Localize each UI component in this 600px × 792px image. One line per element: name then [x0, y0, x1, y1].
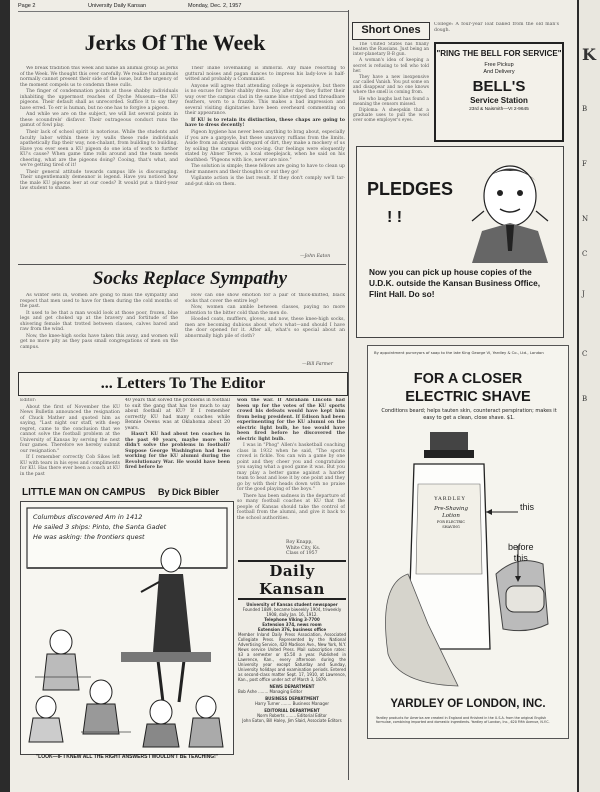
headline-line: FOR A CLOSER	[413, 371, 523, 387]
college-snippet: College: A four-year loaf baked from the old man's dough.	[434, 22, 559, 33]
staff-line: Harry Turner ........ Business Manager	[254, 701, 330, 706]
paragraph: Now, the knee-high socks have taken this away, and women will get no more pity as they pass small congregations of men on the campus.	[20, 333, 178, 350]
paper-name: University Daily Kansan	[88, 3, 147, 9]
short-item: A woman's idea of keeping a secret is refusing to tell who told her.	[353, 58, 429, 74]
bottle-label	[428, 506, 474, 530]
info-line: Member Inland Daily Press Association, Associated Collegiate Press. Represented by the National Advertising Service, 420 Madison Ave., New York, N.Y. News service United Press. Mail subscription rates: $3 a semester or $5.50 a year. Published in Lawrence, Kan., every afternoon during the University year except Saturday and Sunday, University holidays and examination periods. Entered as second-class matter Sept. 17, 1910, at Lawrence, Kan., post office under act of March 3, 1879.	[238, 632, 346, 682]
signature-line: Roy Knapp,	[286, 540, 313, 545]
socks-signature: —Bill Farmer	[302, 362, 333, 367]
service-line: And Delivery	[483, 69, 515, 75]
pledges-headline: PLEDGES	[367, 179, 454, 199]
bells-name: BELL'S	[472, 78, 526, 95]
page-masthead	[18, 3, 348, 12]
bells-services	[436, 62, 562, 76]
info-line: Founded 1889, became biweekly 1904, triweekly 1908, daily Jan. 16, 1912.	[242, 607, 342, 617]
letters-column-1	[20, 398, 120, 484]
yardley-subhead: Conditions beard; helps tauten skin, counteract perspiration; makes it easy to get a clean, close shave. $1.	[381, 408, 557, 421]
kansan-staff-box	[238, 560, 346, 780]
strip-letter: B	[582, 105, 588, 113]
staff-line: Norm Roberts ........ Editorial Editor	[257, 713, 327, 718]
strip-letter: C	[582, 350, 588, 358]
paragraph: And while we are on the subject, we will list several points in these scoundrels' disfavor. Their outrageous conduct runs the gamut of fowl play.	[20, 112, 178, 129]
dept-heading: BUSINESS DEPARTMENT	[265, 696, 319, 701]
paragraph: The finger of condemnation points at those shabby individuals inhabiting the uppermost reaches of Dyche Museum—the KU pigeons. Their default shall as unrecorded. Suffice it to say they have erred. To err is human, but no one has to forgive a pigeon.	[20, 89, 178, 111]
info-line: Extension 374, news room	[262, 622, 322, 627]
bells-slogan: "RING THE BELL FOR SERVICE"	[436, 49, 562, 58]
newspaper-page	[10, 0, 577, 792]
paragraph: There has been sadness in the departure of so many football coaches at KU that the people of Kansas should take the control of football from the alumni, and give it back to the school authorities.	[237, 493, 345, 521]
strip-letter: C	[582, 250, 588, 258]
paragraph: Vigilante action is the last result. If they don't comply we'll tar-and-put skin on them.	[185, 176, 345, 187]
bottle-brand: YARDLEY	[434, 496, 466, 502]
service-line: Free Pickup	[484, 62, 514, 68]
cartoon-caption: "LOOK—IF I KNEW ALL THE RIGHT ANSWERS I WOULDN'T BE TEACHING!"	[35, 754, 219, 760]
letters-headline: ... Letters To The Editor	[100, 375, 266, 392]
paragraph: We break tradition this week and name an animal group as Jerks of the Week. We thought this over carefully. We realize that animals normally cannot present their side of the issue, but the urgency of the moment compels us to condemn these culls.	[20, 66, 178, 88]
dept-heading: NEWS DEPARTMENT	[269, 684, 315, 689]
paragraph: Hasn't KU had about ten coaches in the past 40 years, maybe more who didn't solve the problems in football? Suppose George Washington had been working for the KU alumni during the Revolutionary War. He would have been fired before he	[125, 432, 230, 471]
jerks-headline: Jerks Of The Week	[84, 30, 266, 55]
short-ones-column	[353, 42, 429, 142]
strip-letter: B	[582, 395, 588, 403]
yardley-illustration	[368, 424, 568, 694]
label-line: before	[508, 542, 534, 552]
letters-column-3	[237, 398, 345, 538]
paragraph: Anyone will agree that attending college is expensive, but there is no excuse for their shabby dress. Day after day they flutter their way over the campus clad in the same blue striped and threadbare feathers, worn to a frazzle. This makes a bad impression and several visiting dignitaries have been overheard commenting on their appearance.	[185, 83, 345, 117]
this-label: this	[520, 502, 535, 512]
paragraph: Now, women can amble between classes, paying no more attention to the bitter cold than the men do.	[185, 305, 345, 316]
bells-address: 23rd & Naismith—VI 2-9645	[469, 107, 529, 112]
kansan-nameplate: Daily Kansan	[238, 560, 346, 600]
short-item: The United States has finally beaten the Russians. Just being an inter-planetary B-B gun.	[353, 42, 429, 58]
staff-line: Bob Ashe ........ Managing Editor	[238, 689, 303, 694]
paragraph: The solution is simple; these fellows are going to have to clean up their manners and their thoughts or out they go!	[185, 164, 345, 175]
jerks-column-2	[185, 66, 345, 252]
strip-letter: J	[582, 290, 585, 298]
chalkboard-text	[33, 512, 223, 542]
socks-column-1	[20, 293, 178, 367]
yardley-headline	[368, 370, 568, 406]
bells-ad	[434, 42, 564, 142]
pledges-ad	[356, 146, 564, 338]
label-line: SHAVING	[442, 525, 460, 529]
jerks-signature: —John Eaton	[300, 254, 331, 259]
cartoon-title: LITTLE MAN ON CAMPUS	[22, 487, 146, 498]
paragraph: How can one show emotion for a pair of thick-knitted, black socks that cover the entire leg?	[185, 293, 345, 304]
before-this-label	[508, 542, 534, 564]
jerks-column-1	[20, 66, 178, 262]
board-line: Columbus discovered Am in 1412	[33, 513, 143, 521]
yardley-appointment: By appointment purveyors of soap to the late King George VI, Yardley & Co., Ltd., London	[374, 350, 544, 355]
cartoon-panel	[20, 501, 234, 755]
paragraph: It used to be that a man would look at those poor, frozen, blue legs and get choked up at the bravery and fortitude of the shivering female that trotted between classes, calves bared and raw from the wind.	[20, 310, 178, 333]
letter-signature	[286, 540, 320, 557]
pledges-exclaim: ! !	[387, 209, 403, 226]
signature-line: White City, Ks.	[286, 545, 321, 551]
short-ones-title: Short Ones	[361, 24, 421, 36]
strip-letter: K	[582, 45, 596, 64]
paragraph: As winter sets in, women are going to miss the sympathy and respect that men used to have for them during the cold months of the past.	[20, 293, 178, 309]
label-line: Lotion	[442, 513, 460, 519]
short-item: They have a new inexpensive car called Vanish. You put some on and disappear and no one knows where the smell is coming from.	[353, 74, 429, 96]
page-number: Page 2	[18, 3, 36, 9]
paragraph: Their inane lovemaking is immoral. Any male resorting to guttural noises and pagan dances to impress his lady-love is half-witted and probably a Communist.	[185, 66, 345, 82]
paragraph: If I remember correctly Cob Sikes left KU with tears in his eyes and compliments for KU. Has there ever been a coach at KU in the past	[20, 455, 120, 477]
signature-line: Class of 1957	[286, 551, 318, 556]
yardley-ad	[367, 345, 569, 739]
short-ones-banner	[352, 22, 430, 40]
letters-column-2	[125, 398, 230, 484]
paragraph: Hooded coats, mufflers, gloves, and now, these knee-high socks, men are becoming dubious about who's what—and should I have the door opened for it. After all, what's so special about an abnormally high pile of cloth?	[185, 317, 345, 339]
headline-line: ELECTRIC SHAVE	[405, 389, 531, 405]
strip-letter: N	[582, 215, 589, 223]
cartoon-byline: By Dick Bibler	[158, 487, 220, 497]
info-line: Telephone Viking 3-7700	[264, 617, 320, 622]
label-line: this	[513, 553, 528, 563]
cartoon-header	[20, 486, 232, 500]
socks-headline: Socks Replace Sympathy	[92, 268, 288, 289]
label-line: Pre-Shaving	[434, 506, 468, 512]
short-item: Diploma: A sheepskin that a graduate uses to pull the wool over some employer's eyes.	[353, 107, 429, 124]
paragraph: If KU is to retain its distinction, these chaps are going to have to dress decently!	[185, 117, 345, 129]
yardley-company: YARDLEY OF LONDON, INC.	[390, 698, 546, 710]
socks-column-2	[185, 293, 345, 363]
divider	[18, 264, 346, 265]
letters-banner	[18, 372, 348, 396]
pledge-face-illustration	[462, 151, 558, 263]
info-line: Extension 376, business office	[257, 627, 327, 632]
kansan-info	[238, 602, 346, 723]
yardley-fine-print: Yardley products for America are created in England and finished in the U.S.A. from the original English formulae, combining imported and domestic ingredients. Yardley of London, Inc., 620 Fifth Avenue, N.Y.C.	[376, 716, 550, 725]
short-item: He who laughs last has found a meaning the censors missed.	[353, 96, 429, 107]
paragraph: Pigeon hygiene has never been anything to brag about, especially if you are a gargoyle, but these unsavory ruffians from the limits. Aside from an abysmal disregard of dirt, they make a mockery of us by soiling the campus with coo-ing. Our feelings were eloquently stated by Abner Terwe, a local steeplejack, when he said on his deathbed: "Pigeons with lice, never are nice."	[185, 130, 345, 163]
paragraph: About the first of November the KU News Bulletin announced the resignation of Chuck Mather and quoted him as saying, "Last night our staff, with deep regret, came to the conclusion that we cannot solve the football problem at the University of Kansas by serving the next four games. Therefore we hereby submit our resignation."	[20, 404, 120, 454]
adjacent-page-strip	[579, 0, 600, 792]
dept-heading: EDITORIAL DEPARTMENT	[264, 708, 320, 713]
info-line: University of Kansas student newspaper	[246, 602, 338, 607]
staff-line: John Eaton, Bill Haley, Jim Slaid, Associate Editors	[242, 718, 342, 723]
strip-letter: F	[582, 160, 587, 168]
issue-date: Monday, Dec. 2, 1957	[188, 3, 242, 9]
paragraph: Their lack of school spirit is notorious. While the students and faculty labor within these ivy walls these rude individuals apathetically flap their way, non-chalant, from building to building. Have you ever seen a KU pigeon do one iota of work to further KU's cause? When game time rolls around and the team needs cheering, what are the pigeons doing? Cooing, that's what, and we're getting tired of it!	[20, 130, 178, 169]
paragraph: 40 years that solved the problems in football to suit the gang that has too much to say about football at KU? If I remember correctly KU had many coaches while Bennie Owens was at Oklahoma about 20 years.	[125, 398, 230, 431]
paragraph: Their general attitude towards campus life is discouraging. Their ungentlemanly demeanor is legend. Have you noticed how the male KU pigeons leer at our coeds? It would put a third-year law student to shame.	[20, 169, 178, 192]
bells-type: Service Station	[470, 96, 528, 105]
board-line: He was asking: the frontiers quest	[33, 533, 145, 541]
paragraph: Editor:	[20, 398, 37, 403]
board-line: He sailed 3 ships: Pinto, the Santa Gadet	[33, 523, 167, 531]
pledges-body: Now you can pick up house copies of the U.D.K. outside the Kansan Business Office, Flint Hall. Do so!	[369, 267, 541, 299]
paragraph: I was in "Phog" Allen's basketball coaching class in 1932 when he said, "The sports crowd is fickle. You can win a game by one point and they cheer you and congratulate you saying what a good game it was. But you may play a better game against a harder team to beat and lose it by one point and they go by with their heads down with no praise for the good playing of the boys."	[237, 443, 345, 493]
column-divider	[348, 10, 349, 780]
label-line: FOR ELECTRIC	[436, 520, 466, 524]
paragraph: won the war. If Abraham Lincoln had been up for the votes of the KU sports crowd his defeats would have kept him from being president. If Edison had been experimenting for the KU alumni on the electric light bulb, he too would have been fired before he discovered the electric light bulb.	[237, 398, 345, 442]
